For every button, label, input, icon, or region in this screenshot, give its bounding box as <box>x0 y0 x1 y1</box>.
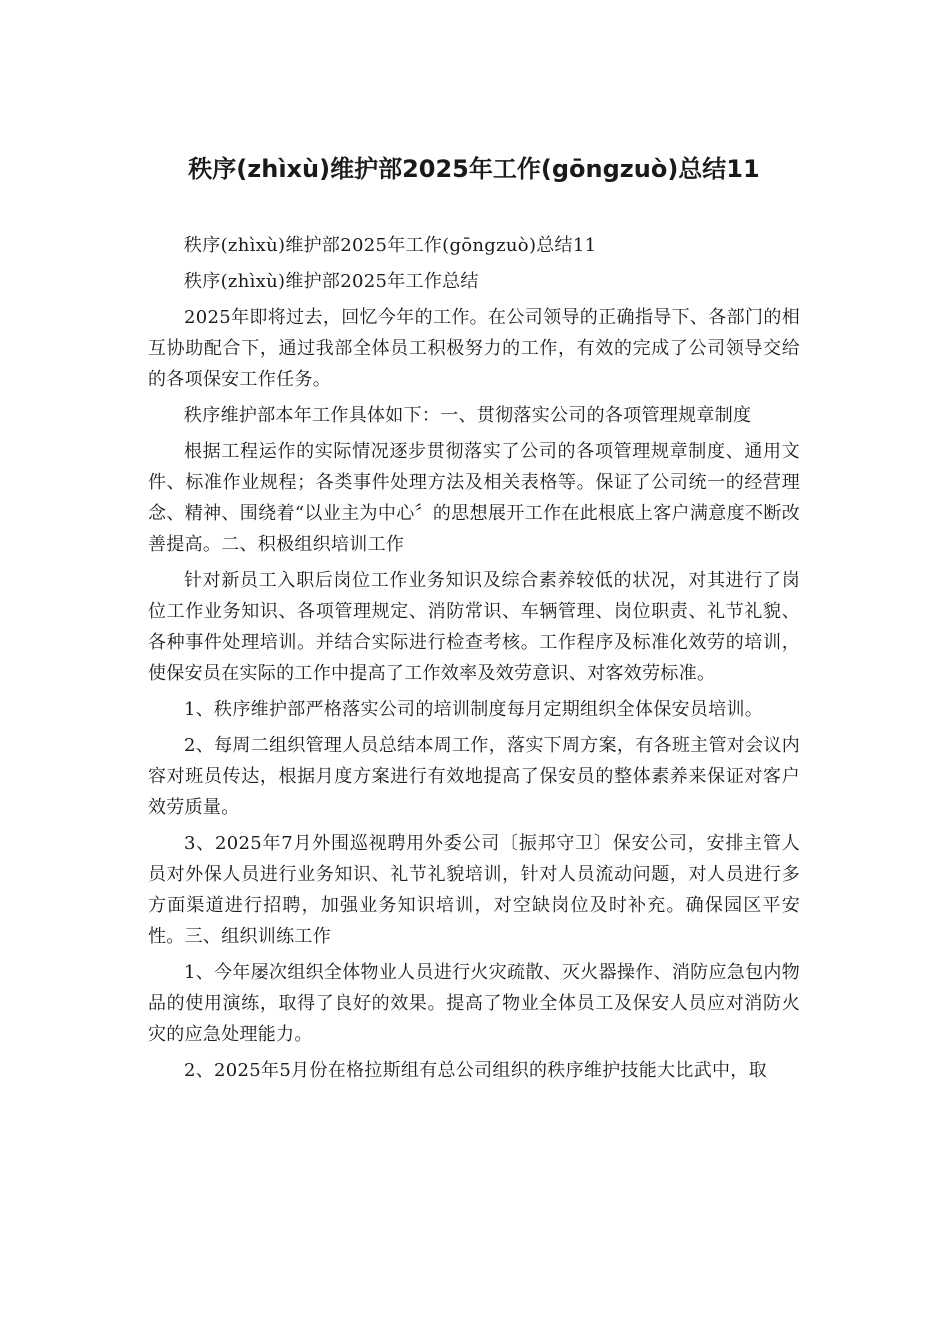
paragraph: 3、2025年7月外围巡视聘用外委公司〔振邦守卫〕保安公司，安排主管人员对外保人员进行业务知识、礼节礼貌培训，针对人员流动问题，对人员进行多方面渠道进行招聘，加强业务知识培训，对空缺岗位及时补充。确保园区平安性。三、组织训练工作 <box>148 833 800 947</box>
paragraph: 2、每周二组织管理人员总结本周工作，落实下周方案，有各班主管对会议内容对班员传达，根据月度方案进行有效地提高了保安员的整体素养来保证对客户效劳质量。 <box>148 735 800 818</box>
paragraph: 2、2025年5月份在格拉斯组有总公司组织的秩序维护技能大比武中，取 <box>184 1060 767 1081</box>
paragraph: 秩序(zhìxù)维护部2025年工作(gōngzuò)总结11 <box>184 235 597 256</box>
paragraph: 秩序维护部本年工作具体如下：一、贯彻落实公司的各项管理规章制度 <box>184 405 752 426</box>
paragraph: 1、今年屡次组织全体物业人员进行火灾疏散、灭火器操作、消防应急包内物品的使用演练，取得了良好的效果。提高了物业全体员工及保安人员应对消防火灾的应急处理能力。 <box>148 962 800 1045</box>
paragraph: 秩序(zhìxù)维护部2025年工作总结 <box>184 271 479 292</box>
paragraph: 针对新员工入职后岗位工作业务知识及综合素养较低的状况，对其进行了岗位工作业务知识、各项管理规定、消防常识、车辆管理、岗位职责、礼节礼貌、各种事件处理培训。并结合实际进行检查考核。工作程序及标准化效劳的培训，使保安员在实际的工作中提高了工作效率及效劳意识、对客效劳标准。 <box>148 570 800 684</box>
document-body <box>148 230 800 1086</box>
document-title: 秩序(zhìxù)维护部2025年工作(gōngzuò)总结11 <box>188 155 760 183</box>
paragraph: 1、秩序维护部严格落实公司的培训制度每月定期组织全体保安员培训。 <box>184 699 764 720</box>
paragraph: 2025年即将过去，回忆今年的工作。在公司领导的正确指导下、各部门的相互协助配合下，通过我部全体员工积极努力的工作，有效的完成了公司领导交给的各项保安工作任务。 <box>148 307 800 390</box>
paragraph: 根据工程运作的实际情况逐步贯彻落实了公司的各项管理规章制度、通用文件、标准作业规程；各类事件处理方法及相关表格等。保证了公司统一的经营理念、精神、围绕着“以业主为中心〞的思想展开工作在此根底上客户满意度不断改善提高。二、积极组织培训工作 <box>148 441 800 555</box>
